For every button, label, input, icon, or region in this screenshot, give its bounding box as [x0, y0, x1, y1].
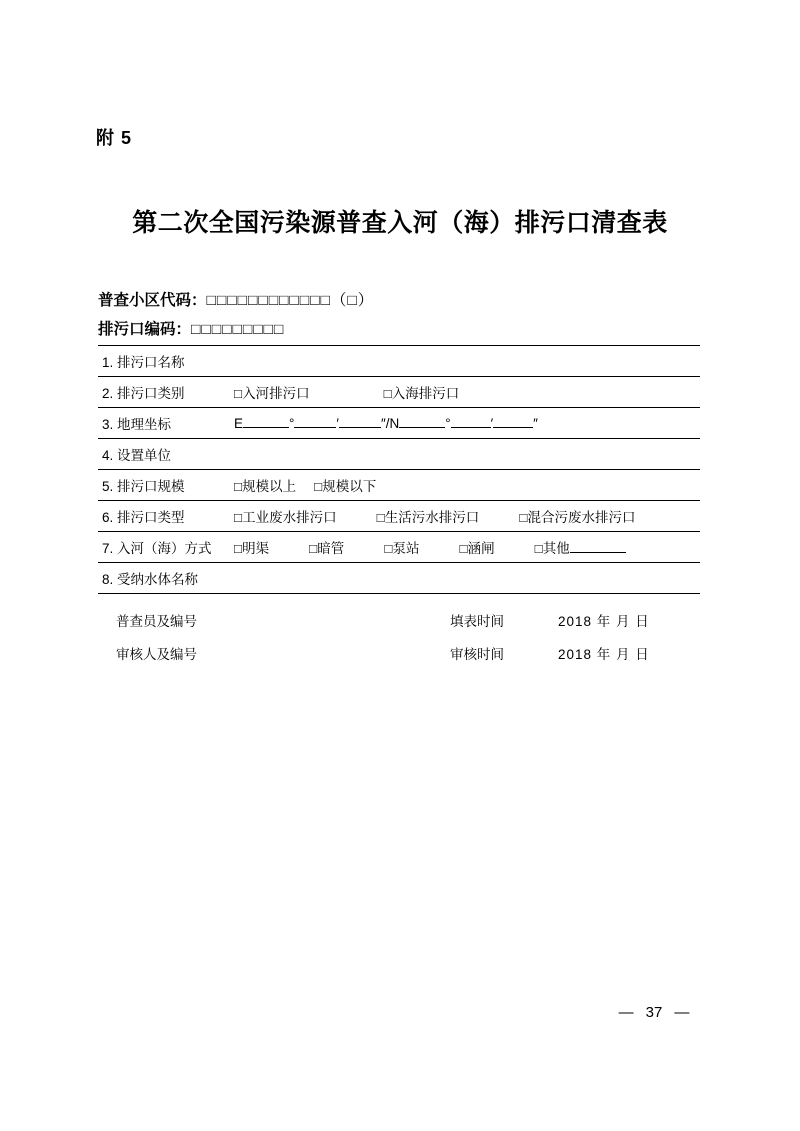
- row-value-outlet-name[interactable]: [230, 346, 700, 377]
- coord-prefix-e: E: [234, 415, 244, 431]
- coord-e-second-unit: ″: [380, 415, 386, 431]
- page-dash-left: —: [618, 1004, 634, 1021]
- surveyor-label: 普查员及编号: [116, 614, 197, 629]
- checkbox-above-scale[interactable]: □规模以上: [234, 479, 297, 494]
- coord-prefix-n: /N: [385, 415, 400, 431]
- checkbox-below-scale[interactable]: □规模以下: [314, 479, 377, 494]
- row-value-setting-unit[interactable]: [230, 439, 700, 470]
- review-time-label: 审核时间: [450, 647, 504, 662]
- checkbox-domestic-sewage[interactable]: □生活污水排污口: [376, 510, 480, 525]
- checkbox-mixed-wastewater[interactable]: □混合污废水排污口: [519, 510, 636, 525]
- coord-n-minute-unit: ′: [490, 415, 494, 431]
- checkbox-sea-outlet[interactable]: □入海排污口: [383, 386, 460, 401]
- footer-row-reviewer: [98, 638, 700, 671]
- page-footer: [0, 1004, 800, 1021]
- table-row: [98, 470, 700, 501]
- coord-e-minute-field[interactable]: [294, 427, 336, 428]
- row-value-outlet-scale: [230, 470, 700, 501]
- row-value-receiving-water-name[interactable]: [230, 563, 700, 594]
- table-row: [98, 501, 700, 532]
- checkbox-open-channel[interactable]: □明渠: [234, 541, 270, 556]
- row-label-outlet-scale: 5. 排污口规模: [98, 470, 230, 501]
- fill-time-value[interactable]: 2018 年 月 日: [558, 614, 650, 629]
- checkbox-buried-pipe[interactable]: □暗管: [309, 541, 345, 556]
- row-label-setting-unit: 4. 设置单位: [98, 439, 230, 470]
- coord-n-second-field[interactable]: [493, 427, 533, 428]
- form-footer: [98, 605, 700, 671]
- survey-area-code-line: [98, 286, 374, 315]
- coord-n-degree-unit: °: [445, 415, 451, 431]
- survey-area-code-boxes[interactable]: □□□□□□□□□□□□（□）: [206, 292, 375, 309]
- attachment-label: 附 5: [96, 128, 133, 148]
- row-label-outlet-name: 1. 排污口名称: [98, 346, 230, 377]
- checkbox-other[interactable]: □其他: [534, 541, 570, 556]
- row-label-discharge-method: 7. 入河（海）方式: [98, 532, 230, 563]
- table-row: [98, 408, 700, 439]
- survey-area-code-label: 普查小区代码：: [98, 292, 207, 309]
- coord-e-minute-unit: ′: [336, 415, 339, 431]
- outlet-code-label: 排污口编码：: [98, 321, 192, 338]
- table-row: [98, 439, 700, 470]
- table-row: [98, 532, 700, 563]
- coord-e-degree-field[interactable]: [243, 427, 289, 428]
- row-value-coordinates: [230, 408, 700, 439]
- checkbox-river-outlet[interactable]: □入河排污口: [234, 386, 310, 401]
- checkbox-industrial-wastewater[interactable]: □工业废水排污口: [234, 510, 337, 525]
- fill-time-label: 填表时间: [450, 614, 504, 629]
- page-title: 第二次全国污染源普查入河（海）排污口清查表: [132, 209, 668, 237]
- row-value-discharge-method: [230, 532, 700, 563]
- other-method-field[interactable]: [570, 552, 626, 553]
- coord-n-degree-field[interactable]: [399, 427, 445, 428]
- row-value-outlet-category: [230, 377, 700, 408]
- coord-e-degree-unit: °: [289, 415, 295, 431]
- table-row: [98, 346, 700, 377]
- footer-row-surveyor: [98, 605, 700, 638]
- row-label-coordinates: 3. 地理坐标: [98, 408, 230, 439]
- coord-e-second-field[interactable]: [339, 427, 381, 428]
- reviewer-label: 审核人及编号: [116, 647, 197, 662]
- page-dash-right: —: [674, 1004, 690, 1021]
- row-value-outlet-type: [230, 501, 700, 532]
- page-number: 37: [645, 1004, 663, 1021]
- outlet-code-line: [98, 315, 374, 344]
- checkbox-culvert-gate[interactable]: □涵闸: [459, 541, 495, 556]
- row-label-receiving-water-name: 8. 受纳水体名称: [98, 563, 230, 594]
- table-row: [98, 377, 700, 408]
- review-time-value[interactable]: 2018 年 月 日: [558, 647, 650, 662]
- checkbox-pump-station[interactable]: □泵站: [384, 541, 420, 556]
- row-label-outlet-type: 6. 排污口类型: [98, 501, 230, 532]
- row-label-outlet-category: 2. 排污口类别: [98, 377, 230, 408]
- table-row: [98, 563, 700, 594]
- outlet-code-boxes[interactable]: □□□□□□□□□: [191, 321, 285, 338]
- code-section: [98, 286, 374, 344]
- coord-n-minute-field[interactable]: [451, 427, 491, 428]
- coord-n-second-unit: ″: [533, 415, 538, 431]
- clearance-form-table: [98, 345, 700, 594]
